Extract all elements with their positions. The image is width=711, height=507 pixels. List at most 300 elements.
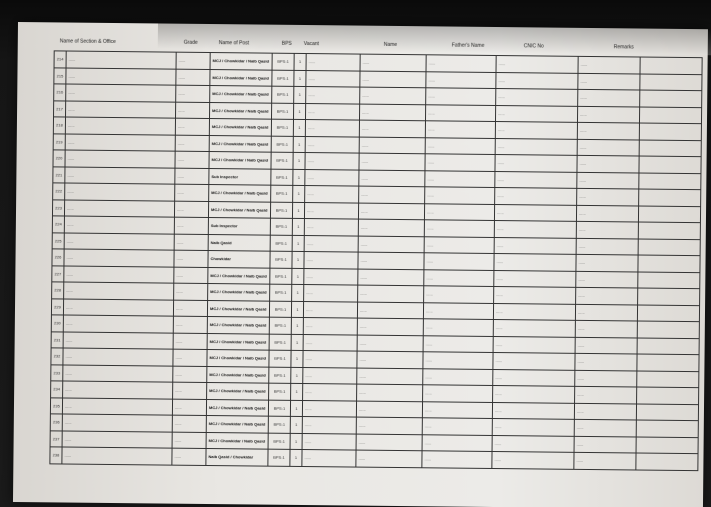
cell-extra — [636, 436, 698, 453]
cell-office: ...... — [65, 117, 175, 135]
cell-grade: ...... — [175, 118, 209, 135]
cell-area: ...... — [305, 120, 359, 137]
cell-cnic: ...... — [494, 286, 576, 303]
cell-name: ...... — [358, 269, 424, 286]
cell-office: ...... — [62, 430, 172, 448]
cell-office: ...... — [64, 232, 174, 250]
cell-area: ...... — [303, 367, 357, 384]
header-cnic: CNIC No — [523, 43, 544, 50]
cell-post: MCJ / Chowkidar / Naib Qasid — [206, 399, 268, 416]
cell-father: ...... — [423, 335, 493, 352]
cell-no: 233 — [51, 364, 63, 381]
cell-bps: BPS-1 — [271, 103, 293, 120]
cell-father: ...... — [426, 55, 496, 72]
cell-post: MCJ / Chowkidar / Naib Qasid — [210, 86, 272, 103]
cell-v: 1 — [292, 284, 304, 301]
cell-grade: ...... — [174, 201, 208, 218]
cell-remarks: ...... — [574, 419, 636, 436]
cell-area: ...... — [305, 136, 359, 153]
cell-cnic: ...... — [495, 138, 577, 155]
cell-area: ...... — [303, 318, 357, 335]
cell-cnic: ...... — [493, 369, 575, 386]
cell-v: 1 — [291, 334, 303, 351]
cell-name: ...... — [356, 450, 422, 467]
cell-no: 230 — [51, 315, 63, 332]
cell-post: MCJ / Chowkidar / Naib Qasid — [208, 201, 270, 218]
cell-no: 218 — [53, 117, 65, 134]
cell-remarks: ...... — [577, 106, 639, 123]
cell-bps: BPS-1 — [270, 235, 292, 252]
cell-v: 1 — [293, 136, 305, 153]
header-office: Name of Section & Office — [59, 38, 116, 46]
cell-father: ...... — [422, 418, 492, 435]
cell-name: ...... — [357, 302, 423, 319]
cell-area: ...... — [306, 54, 360, 71]
cell-father: ...... — [423, 368, 493, 385]
cell-father: ...... — [425, 104, 495, 121]
document-page — [13, 22, 708, 507]
cell-bps: BPS-1 — [272, 86, 294, 103]
cell-bps: BPS-1 — [268, 433, 290, 450]
cell-no: 216 — [54, 84, 66, 101]
cell-no: 225 — [52, 232, 64, 249]
cell-grade: ...... — [174, 283, 208, 300]
cell-extra — [637, 338, 699, 355]
cell-extra — [636, 420, 698, 437]
cell-cnic: ...... — [495, 122, 577, 139]
header-vacant: Vacant — [303, 40, 320, 48]
cell-area: ...... — [304, 202, 358, 219]
cell-no: 215 — [54, 67, 66, 84]
cell-name: ...... — [359, 104, 425, 121]
cell-area: ...... — [304, 268, 358, 285]
cell-remarks: ...... — [574, 403, 636, 420]
cell-post: MCJ / Chowkidar / Naib Qasid — [208, 267, 270, 284]
cell-grade: ...... — [175, 168, 209, 185]
cell-no: 214 — [54, 51, 66, 68]
cell-v: 1 — [290, 400, 302, 417]
cell-remarks: ...... — [575, 320, 637, 337]
header-post: Name of Post — [218, 40, 250, 47]
cell-v: 1 — [293, 103, 305, 120]
cell-remarks: ...... — [577, 139, 639, 156]
cell-no: 234 — [51, 381, 63, 398]
cell-name: ...... — [358, 252, 424, 269]
cell-v: 1 — [292, 235, 304, 252]
cell-post: MCJ / Chowkidar / Naib Qasid — [207, 333, 269, 350]
cell-no: 235 — [50, 397, 62, 414]
cell-extra — [636, 403, 698, 420]
cell-name: ...... — [356, 401, 422, 418]
header-remarks: Remarks — [613, 44, 634, 51]
cell-cnic: ...... — [495, 155, 577, 172]
cell-cnic: ...... — [493, 303, 575, 320]
cell-office: ...... — [64, 249, 174, 267]
cell-office: ...... — [62, 447, 172, 465]
cell-name: ...... — [357, 368, 423, 385]
cell-v: 1 — [293, 152, 305, 169]
cell-bps: BPS-1 — [272, 53, 294, 70]
cell-extra — [637, 305, 699, 322]
cell-father: ...... — [424, 220, 494, 237]
cell-grade: ...... — [174, 267, 208, 284]
cell-cnic: ...... — [492, 435, 574, 452]
header-grade: Grade — [183, 39, 198, 46]
cell-office: ...... — [65, 166, 175, 184]
cell-grade: ...... — [172, 415, 206, 432]
cell-cnic: ...... — [494, 253, 576, 270]
header-father: Father's Name — [451, 42, 485, 49]
cell-extra — [640, 74, 702, 91]
cell-cnic: ...... — [493, 385, 575, 402]
cell-remarks: ...... — [575, 337, 637, 354]
cell-no: 237 — [50, 430, 62, 447]
cell-remarks: ...... — [575, 370, 637, 387]
cell-office: ...... — [66, 101, 176, 119]
cell-bps: BPS-1 — [268, 400, 290, 417]
cell-post: MCJ / Chowkidar / Naib Qasid — [207, 349, 269, 366]
cell-post: MCJ / Chowkidar / Naib Qasid — [206, 415, 268, 432]
cell-no: 229 — [51, 298, 63, 315]
cell-bps: BPS-1 — [271, 169, 293, 186]
cell-v: 1 — [292, 268, 304, 285]
cell-extra — [638, 272, 700, 289]
cell-cnic: ...... — [493, 336, 575, 353]
cell-name: ...... — [357, 318, 423, 335]
cell-grade: ...... — [172, 399, 206, 416]
cell-extra — [637, 370, 699, 387]
cell-extra — [638, 239, 700, 256]
cell-office: ...... — [64, 216, 174, 234]
cell-cnic: ...... — [496, 89, 578, 106]
cell-area: ...... — [305, 169, 359, 186]
cell-grade: ...... — [173, 366, 207, 383]
cell-name: ...... — [359, 120, 425, 137]
cell-remarks: ...... — [577, 122, 639, 139]
cell-post: MCJ / Chowkidar / Naib Qasid — [207, 316, 269, 333]
cell-post: Naib Qasid — [208, 234, 270, 251]
cell-father: ...... — [424, 236, 494, 253]
cell-no: 236 — [50, 414, 62, 431]
cell-cnic: ...... — [493, 319, 575, 336]
cell-grade: ...... — [175, 135, 209, 152]
cell-area: ...... — [304, 235, 358, 252]
cell-no: 221 — [53, 166, 65, 183]
cell-cnic: ...... — [496, 72, 578, 89]
cell-remarks: ...... — [575, 386, 637, 403]
cell-cnic: ...... — [494, 270, 576, 287]
cell-father: ...... — [425, 137, 495, 154]
cell-name: ...... — [360, 71, 426, 88]
cell-remarks: ...... — [575, 304, 637, 321]
cell-father: ...... — [423, 319, 493, 336]
cell-v: 1 — [291, 317, 303, 334]
cell-no: 238 — [50, 447, 62, 464]
cell-no: 232 — [51, 348, 63, 365]
cell-bps: BPS-1 — [270, 251, 292, 268]
cell-remarks: ...... — [578, 89, 640, 106]
cell-remarks: ...... — [577, 172, 639, 189]
cell-no: 217 — [54, 100, 66, 117]
cell-extra — [639, 156, 701, 173]
cell-office: ...... — [65, 150, 175, 168]
cell-bps: BPS-1 — [270, 218, 292, 235]
cell-office: ...... — [66, 51, 176, 69]
cell-remarks: ...... — [576, 238, 638, 255]
cell-no: 220 — [53, 150, 65, 167]
cell-name: ...... — [358, 219, 424, 236]
cell-remarks: ...... — [576, 254, 638, 271]
cell-name: ...... — [359, 137, 425, 154]
data-table — [49, 50, 702, 470]
cell-name: ...... — [359, 153, 425, 170]
cell-remarks: ...... — [574, 436, 636, 453]
cell-bps: BPS-1 — [269, 350, 291, 367]
cell-post: Sub Inspector — [209, 168, 271, 185]
header-name: Name — [383, 41, 398, 48]
cell-remarks: ...... — [577, 155, 639, 172]
cell-bps: BPS-1 — [268, 449, 290, 466]
cell-office: ...... — [64, 265, 174, 283]
cell-extra — [638, 288, 700, 305]
cell-father: ...... — [425, 121, 495, 138]
cell-father: ...... — [422, 434, 492, 451]
cell-no: 231 — [51, 331, 63, 348]
cell-bps: BPS-1 — [269, 334, 291, 351]
cell-extra — [639, 173, 701, 190]
cell-grade: ...... — [176, 85, 210, 102]
cell-grade: ...... — [173, 349, 207, 366]
cell-post: MCJ / Chowkidar / Naib Qasid — [209, 185, 271, 202]
cell-grade: ...... — [174, 250, 208, 267]
cell-name: ...... — [359, 186, 425, 203]
cell-no: 223 — [52, 199, 64, 216]
cell-post: MCJ / Chowkidar / Naib Qasid — [209, 152, 271, 169]
cell-remarks: ...... — [576, 205, 638, 222]
cell-grade: ...... — [173, 382, 207, 399]
cell-area: ...... — [306, 87, 360, 104]
cell-cnic: ...... — [492, 451, 574, 468]
cell-v: 1 — [294, 53, 306, 70]
cell-cnic: ...... — [495, 105, 577, 122]
cell-bps: BPS-1 — [271, 185, 293, 202]
cell-bps: BPS-1 — [270, 202, 292, 219]
cell-post: MCJ / Chowkidar / Naib Qasid — [209, 135, 271, 152]
cell-post: MCJ / Chowkidar / Naib Qasid — [209, 102, 271, 119]
cell-post: MCJ / Chowkidar / Naib Qasid — [208, 284, 270, 301]
cell-name: ...... — [358, 236, 424, 253]
cell-extra — [637, 354, 699, 371]
cell-extra — [638, 206, 700, 223]
cell-office: ...... — [63, 298, 173, 316]
cell-extra — [639, 107, 701, 124]
cell-post: Naib Qasid / Chowkidar — [206, 448, 268, 465]
cell-area: ...... — [305, 103, 359, 120]
cell-area: ...... — [306, 70, 360, 87]
cell-extra — [638, 255, 700, 272]
cell-cnic: ...... — [495, 188, 577, 205]
cell-area: ...... — [305, 186, 359, 203]
cell-grade: ...... — [173, 316, 207, 333]
cell-name: ...... — [359, 170, 425, 187]
cell-father: ...... — [423, 352, 493, 369]
cell-bps: BPS-1 — [268, 416, 290, 433]
cell-extra — [640, 57, 702, 74]
cell-bps: BPS-1 — [270, 268, 292, 285]
cell-post: MCJ / Chowkidar / Naib Qasid — [207, 300, 269, 317]
cell-office: ...... — [63, 331, 173, 349]
cell-v: 1 — [293, 185, 305, 202]
cell-grade: ...... — [173, 300, 207, 317]
cell-no: 224 — [52, 216, 64, 233]
cell-office: ...... — [65, 134, 175, 152]
cell-area: ...... — [304, 219, 358, 236]
cell-post: Chowkidar — [208, 251, 270, 268]
cell-father: ...... — [426, 71, 496, 88]
cell-grade: ...... — [174, 217, 208, 234]
cell-name: ...... — [357, 384, 423, 401]
cell-extra — [637, 321, 699, 338]
cell-father: ...... — [422, 451, 492, 468]
cell-v: 1 — [291, 367, 303, 384]
cell-remarks: ...... — [578, 56, 640, 73]
cell-cnic: ...... — [494, 237, 576, 254]
cell-v: 1 — [291, 301, 303, 318]
cell-bps: BPS-1 — [271, 136, 293, 153]
cell-cnic: ...... — [493, 352, 575, 369]
cell-cnic: ...... — [494, 204, 576, 221]
cell-area: ...... — [302, 416, 356, 433]
cell-remarks: ...... — [575, 353, 637, 370]
cell-bps: BPS-1 — [269, 367, 291, 384]
cell-post: MCJ / Chowkidar / Naib Qasid — [207, 382, 269, 399]
cell-post: MCJ / Chowkidar / Naib Qasid — [210, 69, 272, 86]
cell-remarks: ...... — [576, 287, 638, 304]
cell-father: ...... — [422, 401, 492, 418]
cell-bps: BPS-1 — [270, 284, 292, 301]
cell-grade: ...... — [175, 184, 209, 201]
cell-area: ...... — [303, 351, 357, 368]
cell-post: MCJ / Chowkidar / Naib Qasid — [210, 53, 272, 70]
cell-father: ...... — [423, 385, 493, 402]
cell-no: 227 — [52, 265, 64, 282]
cell-cnic: ...... — [492, 418, 574, 435]
cell-extra — [636, 453, 698, 470]
cell-post: Sub Inspector — [208, 218, 270, 235]
cell-area: ...... — [303, 384, 357, 401]
cell-extra — [639, 140, 701, 157]
cell-area: ...... — [302, 400, 356, 417]
cell-bps: BPS-1 — [272, 70, 294, 87]
cell-bps: BPS-1 — [269, 317, 291, 334]
cell-office: ...... — [63, 315, 173, 333]
cell-v: 1 — [294, 70, 306, 87]
cell-v: 1 — [292, 251, 304, 268]
cell-grade: ...... — [176, 69, 210, 86]
cell-remarks: ...... — [576, 271, 638, 288]
cell-remarks: ...... — [578, 73, 640, 90]
cell-no: 222 — [53, 183, 65, 200]
cell-office: ...... — [63, 348, 173, 366]
cell-bps: BPS-1 — [269, 301, 291, 318]
cell-grade: ...... — [175, 151, 209, 168]
cell-office: ...... — [63, 381, 173, 399]
cell-name: ...... — [360, 54, 426, 71]
cell-office: ...... — [66, 68, 176, 86]
cell-grade: ...... — [172, 448, 206, 465]
cell-area: ...... — [302, 449, 356, 466]
cell-area: ...... — [303, 301, 357, 318]
cell-v: 1 — [293, 169, 305, 186]
cell-grade: ...... — [172, 432, 206, 449]
cell-bps: BPS-1 — [269, 383, 291, 400]
cell-father: ...... — [425, 187, 495, 204]
cell-father: ...... — [425, 170, 495, 187]
cell-office: ...... — [62, 414, 172, 432]
cell-father: ...... — [423, 302, 493, 319]
cell-name: ...... — [356, 417, 422, 434]
cell-extra — [639, 189, 701, 206]
cell-extra — [638, 222, 700, 239]
cell-name: ...... — [356, 434, 422, 451]
cell-cnic: ...... — [494, 221, 576, 238]
cell-v: 1 — [290, 433, 302, 450]
header-bps: BPS — [281, 40, 292, 47]
cell-grade: ...... — [176, 102, 210, 119]
cell-father: ...... — [424, 253, 494, 270]
cell-area: ...... — [304, 252, 358, 269]
cell-father: ...... — [425, 154, 495, 171]
cell-father: ...... — [426, 88, 496, 105]
cell-office: ...... — [63, 364, 173, 382]
cell-v: 1 — [292, 218, 304, 235]
cell-v: 1 — [291, 383, 303, 400]
cell-v: 1 — [292, 202, 304, 219]
cell-name: ...... — [357, 351, 423, 368]
cell-remarks: ...... — [577, 188, 639, 205]
cell-remarks: ...... — [576, 221, 638, 238]
cell-extra — [640, 90, 702, 107]
cell-remarks: ...... — [574, 452, 636, 469]
cell-name: ...... — [358, 285, 424, 302]
cell-v: 1 — [294, 86, 306, 103]
cell-cnic: ...... — [495, 171, 577, 188]
cell-office: ...... — [64, 282, 174, 300]
cell-no: 226 — [52, 249, 64, 266]
cell-office: ...... — [66, 84, 176, 102]
cell-area: ...... — [305, 153, 359, 170]
cell-father: ...... — [424, 203, 494, 220]
cell-no: 228 — [52, 282, 64, 299]
cell-v: 1 — [291, 350, 303, 367]
cell-name: ...... — [360, 87, 426, 104]
cell-bps: BPS-1 — [271, 119, 293, 136]
cell-father: ...... — [424, 286, 494, 303]
cell-grade: ...... — [176, 52, 210, 69]
cell-area: ...... — [303, 334, 357, 351]
cell-area: ...... — [302, 433, 356, 450]
cell-extra — [637, 387, 699, 404]
cell-name: ...... — [357, 335, 423, 352]
cell-cnic: ...... — [496, 56, 578, 73]
cell-office: ...... — [65, 183, 175, 201]
cell-area: ...... — [304, 285, 358, 302]
cell-bps: BPS-1 — [271, 152, 293, 169]
cell-cnic: ...... — [492, 402, 574, 419]
cell-no: 219 — [53, 133, 65, 150]
cell-post: MCJ / Chowkidar / Naib Qasid — [206, 432, 268, 449]
cell-grade: ...... — [174, 234, 208, 251]
